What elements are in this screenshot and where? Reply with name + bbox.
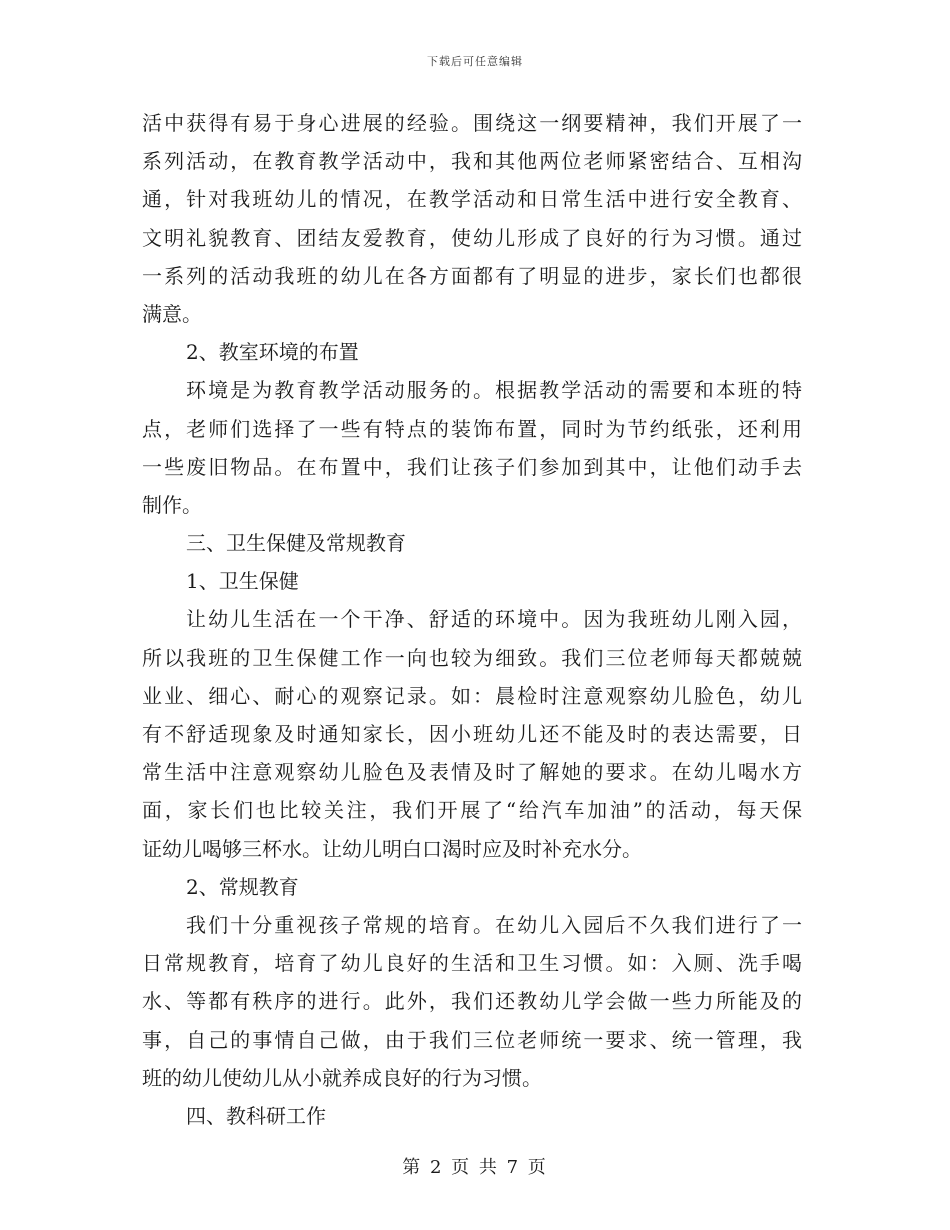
paragraph-line: 点，老师们选择了一些有特点的装饰布置，同时为节约纸张，还利用 [142,416,802,441]
paragraph-line: 证幼儿喝够三杯水。让幼儿明白口渴时应及时补充水分。 [142,836,642,861]
paragraph-line: 我们十分重视孩子常规的培育。在幼儿入园后不久我们进行了一 [186,912,802,937]
section-heading: 2、常规教育 [186,874,299,899]
paragraph-line: 面，家长们也比较关注，我们开展了“给汽车加油”的活动，每天保 [142,798,802,823]
section-heading: 三、卫生保健及常规教育 [186,531,406,556]
section-heading: 四、教科研工作 [186,1103,326,1128]
paragraph-line: 日常规教育，培育了幼儿良好的生活和卫生习惯。如：入厕、洗手喝 [142,951,802,976]
paragraph-line: 系列活动，在教育教学活动中，我和其他两位老师紧密结合、互相沟 [142,149,802,174]
page-footer: 第 2 页 共 7 页 [402,1157,548,1178]
paragraph-line: 业业、细心、耐心的观察记录。如：晨检时注意观察幼儿脸色，幼儿 [142,683,802,708]
paragraph-line: 事，自己的事情自己做，由于我们三位老师统一要求、统一管理，我 [142,1027,802,1052]
page-header: 下载后可任意编辑 [427,55,523,68]
paragraph-line: 制作。 [142,492,202,517]
paragraph-line: 通，针对我班幼儿的情况，在教学活动和日常生活中进行安全教育、 [142,187,802,212]
paragraph-line: 班的幼儿使幼儿从小就养成良好的行为习惯。 [142,1065,542,1090]
paragraph-line: 满意。 [142,301,202,326]
document-body [142,104,802,1135]
section-heading: 1、卫生保健 [186,569,299,594]
paragraph-line: 有不舒适现象及时通知家长，因小班幼儿还不能及时的表达需要，日 [142,722,802,746]
paragraph-line: 所以我班的卫生保健工作一向也较为细致。我们三位老师每天都兢兢 [142,645,802,670]
paragraph-line: 环境是为教育教学活动服务的。根据教学活动的需要和本班的特 [186,378,802,403]
paragraph-line: 常生活中注意观察幼儿脸色及表情及时了解她的要求。在幼儿喝水方 [142,760,802,785]
paragraph-line: 活中获得有易于身心进展的经验。围绕这一纲要精神，我们开展了一 [142,111,802,135]
paragraph-line: 让幼儿生活在一个干净、舒适的环境中。因为我班幼儿刚入园， [186,607,802,632]
paragraph-line: 一系列的活动我班的幼儿在各方面都有了明显的进步，家长们也都很 [142,263,802,288]
paragraph-line: 水、等都有秩序的进行。此外，我们还教幼儿学会做一些力所能及的 [142,989,802,1014]
paragraph-line: 一些废旧物品。在布置中，我们让孩子们参加到其中，让他们动手去 [142,454,802,479]
paragraph-line: 文明礼貌教育、团结友爱教育，使幼儿形成了良好的行为习惯。通过 [142,225,802,250]
section-heading: 2、教室环境的布置 [186,340,359,365]
